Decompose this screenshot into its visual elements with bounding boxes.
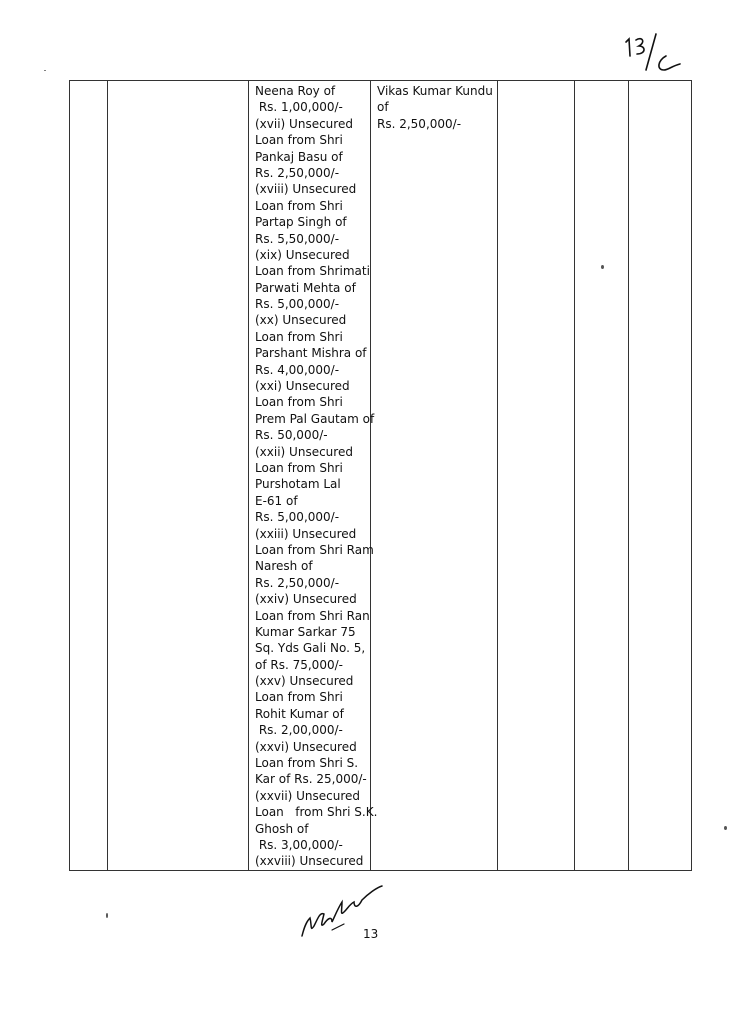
loan-particulars-text [249, 81, 378, 870]
loan-particulars-line: Loan from Shri [255, 198, 343, 213]
loan-particulars-line: (xxiii) Unsecured [255, 526, 357, 541]
loan-particulars-line: (xx) Unsecured [255, 313, 347, 328]
loan-particulars-line: Rs. 50,000/- [255, 428, 328, 443]
loan-particulars-line: Naresh of [255, 559, 313, 574]
loan-particulars-line: Rohit Kumar of [255, 706, 344, 721]
page-number: 13 [363, 927, 379, 941]
cell-col1 [70, 81, 108, 871]
loan-particulars-line: Partap Singh of [255, 215, 347, 230]
lender-line: Rs. 2,50,000/- [377, 116, 462, 131]
loan-particulars-line: Rs. 1,00,000/- [255, 100, 343, 115]
loan-particulars-line: Loan from Shri S.K. [255, 805, 378, 820]
loan-particulars-line: of Rs. 75,000/- [255, 657, 343, 672]
loan-particulars-line: E-61 of [255, 493, 298, 508]
loan-particulars-line: Pankaj Basu of [255, 149, 343, 164]
loan-particulars-line: Loan from Shri [255, 329, 343, 344]
loan-particulars-line: Parwati Mehta of [255, 280, 356, 295]
loan-particulars-line: Sq. Yds Gali No. 5, [255, 641, 366, 656]
page-mark-handwritten [622, 30, 682, 74]
loan-particulars-line: Kar of Rs. 25,000/- [255, 772, 367, 787]
loan-particulars-line: Loan from Shri Ran [255, 608, 370, 623]
loan-particulars-line: (xxvii) Unsecured [255, 788, 361, 803]
cell-lender [371, 81, 498, 871]
loan-details-table [69, 80, 692, 871]
loan-particulars-line: Rs. 5,00,000/- [255, 297, 340, 312]
loan-particulars-line: Parshant Mishra of [255, 346, 367, 361]
loan-particulars-line: Purshotam Lal [255, 477, 341, 492]
loan-particulars-line: Kumar Sarkar 75 [255, 624, 356, 639]
loan-particulars-line: (xviii) Unsecured [255, 182, 357, 197]
loan-particulars-line: (xvii) Unsecured [255, 116, 353, 131]
loan-particulars-line: (xxviii) Unsecured [255, 854, 364, 869]
loan-particulars-line: Rs. 2,50,000/- [255, 165, 340, 180]
loan-particulars-line: (xix) Unsecured [255, 247, 350, 262]
loan-particulars-line: Rs. 3,00,000/- [255, 837, 343, 852]
table-row [70, 81, 692, 871]
cell-col5 [498, 81, 575, 871]
cell-col6 [575, 81, 629, 871]
cell-loan-particulars [249, 81, 378, 871]
loan-particulars-line: Ghosh of [255, 821, 309, 836]
cell-col7 [629, 81, 692, 871]
loan-particulars-line: Rs. 4,00,000/- [255, 362, 340, 377]
loan-particulars-line: (xxi) Unsecured [255, 379, 350, 394]
loan-particulars-line: Rs. 5,00,000/- [255, 510, 340, 525]
loan-particulars-line: Prem Pal Gautam of [255, 411, 375, 426]
loan-particulars-line: Rs. 2,50,000/- [255, 575, 340, 590]
loan-particulars-line: Loan from Shri S. [255, 756, 359, 771]
loan-particulars-line: (xxiv) Unsecured [255, 592, 357, 607]
lender-line: Vikas Kumar Kundu [377, 84, 493, 98]
loan-particulars-line: Loan from Shri [255, 395, 343, 410]
loan-particulars-line: Neena Roy of [255, 84, 336, 98]
loan-particulars-line: Loan from Shri Ram [255, 542, 374, 557]
loan-particulars-line: (xxv) Unsecured [255, 674, 354, 689]
loan-particulars-line: Loan from Shrimati [255, 264, 370, 279]
lender-line: of [377, 100, 389, 115]
loan-particulars-line: Loan from Shri [255, 460, 343, 475]
loan-particulars-line: (xxvi) Unsecured [255, 739, 357, 754]
loan-particulars-line: Loan from Shri [255, 690, 343, 705]
cell-col2 [108, 81, 249, 871]
loan-particulars-line: Loan from Shri [255, 133, 343, 148]
lender-text [371, 81, 497, 132]
loan-particulars-line: Rs. 2,00,000/- [255, 723, 343, 738]
loan-particulars-line: Rs. 5,50,000/- [255, 231, 340, 246]
loan-particulars-line: (xxii) Unsecured [255, 444, 353, 459]
